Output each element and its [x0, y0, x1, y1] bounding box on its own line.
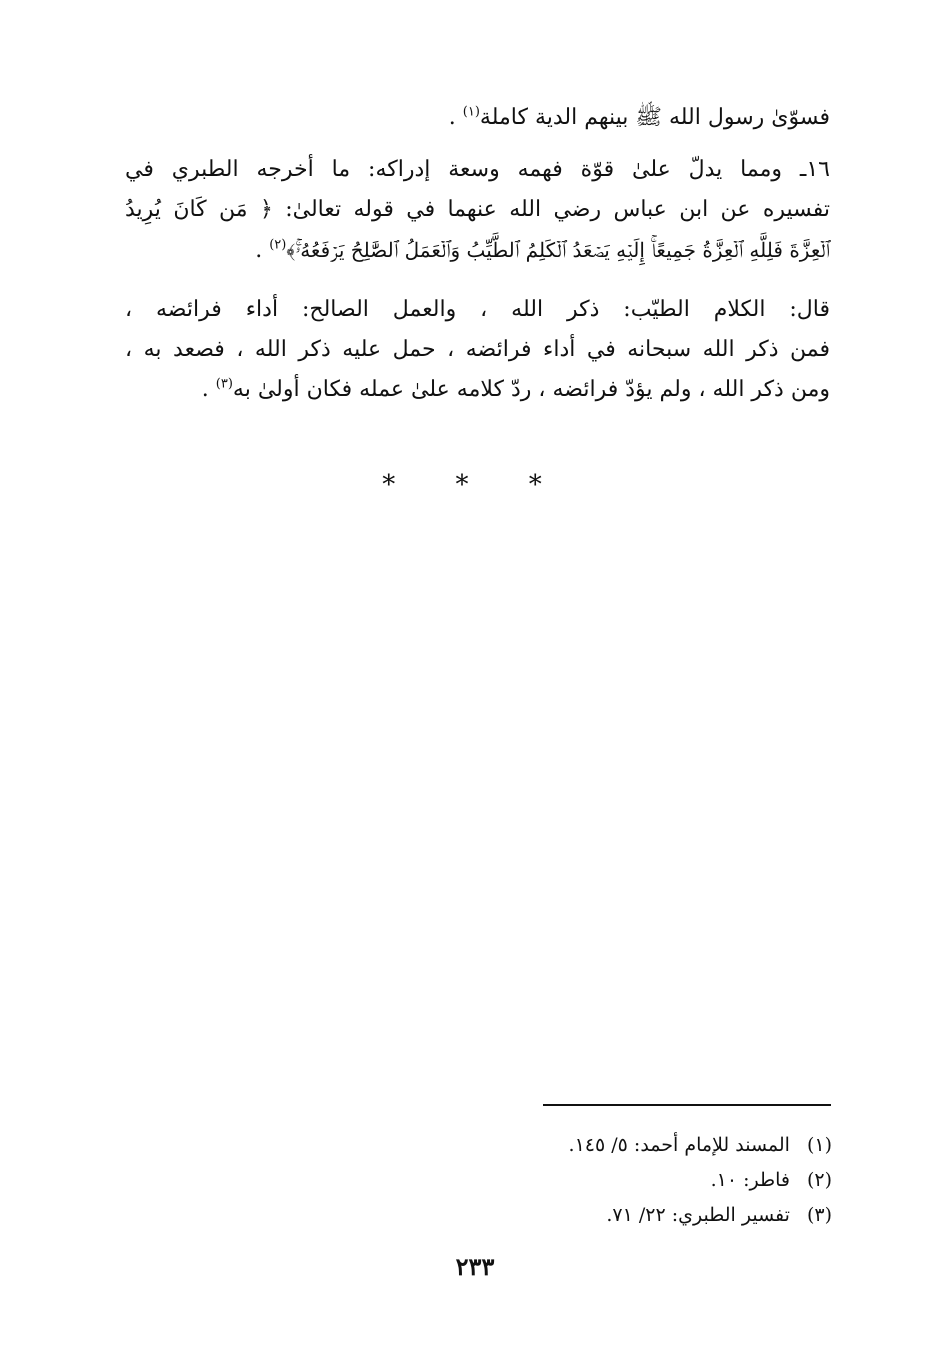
paragraph-1-text: فسوّىٰ رسول الله ﷺ بينهم الدية كاملة	[479, 105, 830, 130]
paragraph-1-line-1	[125, 98, 830, 138]
footnote-divider	[543, 1104, 831, 1106]
paragraph-3-line-3	[125, 370, 830, 410]
footnote-3	[569, 1198, 832, 1233]
footnote-ref-2: (٢)	[269, 237, 287, 253]
paragraph-1	[125, 98, 830, 138]
paragraph-3-line-2: فمن ذكر الله سبحانه في أداء فرائضه ، حمل عليه ذكر الله ، فصعد به ،	[125, 337, 830, 362]
footnote-text: تفسير الطبري: ٢٢/ ٧١.	[606, 1204, 790, 1226]
footnote-text: فاطر: ١٠.	[710, 1169, 790, 1191]
footnote-text: المسند للإمام أحمد: ٥/ ١٤٥.	[568, 1134, 790, 1156]
paragraph-3-end: .	[201, 377, 209, 402]
paragraph-3	[125, 290, 830, 410]
paragraph-2	[125, 150, 830, 271]
footnote-1	[569, 1128, 832, 1163]
page-number: ٢٣٣	[455, 1252, 495, 1281]
section-separator: * * *	[382, 470, 568, 500]
paragraph-3-line-1: قال: الكلام الطيّب: ذكر الله ، والعمل الصالح: أداء فرائضه ،	[125, 297, 830, 322]
footnote-ref-1: (١)	[462, 104, 480, 120]
footnote-number: (٢)	[806, 1169, 832, 1191]
paragraph-2-line-2: تفسيره عن ابن عباس رضي الله عنهما في قوله تعالىٰ: ﴿ مَن كَانَ يُرِيدُ	[125, 197, 830, 222]
quran-verse: ٱلۡعِزَّةَ فَلِلَّهِ ٱلۡعِزَّةُ جَمِيعًاۚ إِلَيۡهِ يَصۡعَدُ ٱلۡكَلِمُ ٱلطَّيِّبُ وَٱلۡعَمَلُ ٱلصَّٰلِحُ يَرۡفَعُهُۥۚ﴾	[286, 238, 830, 262]
paragraph-2-line-1: ١٦ـ ومما يدلّ علىٰ قوّة فهمه وسعة إدراكه: ما أخرجه الطبري في	[125, 157, 830, 182]
paragraph-3-text: ومن ذكر الله ، ولم يؤدّ فرائضه ، ردّ كلامه علىٰ عمله فكان أولىٰ به	[232, 377, 830, 402]
footnote-2	[569, 1163, 832, 1198]
paragraph-2-end: .	[255, 238, 263, 263]
paragraph-2-line-3	[125, 230, 830, 271]
footnote-number: (١)	[806, 1134, 832, 1156]
footnote-ref-3: (٣)	[215, 376, 233, 392]
footnotes	[569, 1128, 832, 1233]
footnote-number: (٣)	[806, 1204, 832, 1226]
paragraph-1-end: .	[448, 105, 456, 130]
